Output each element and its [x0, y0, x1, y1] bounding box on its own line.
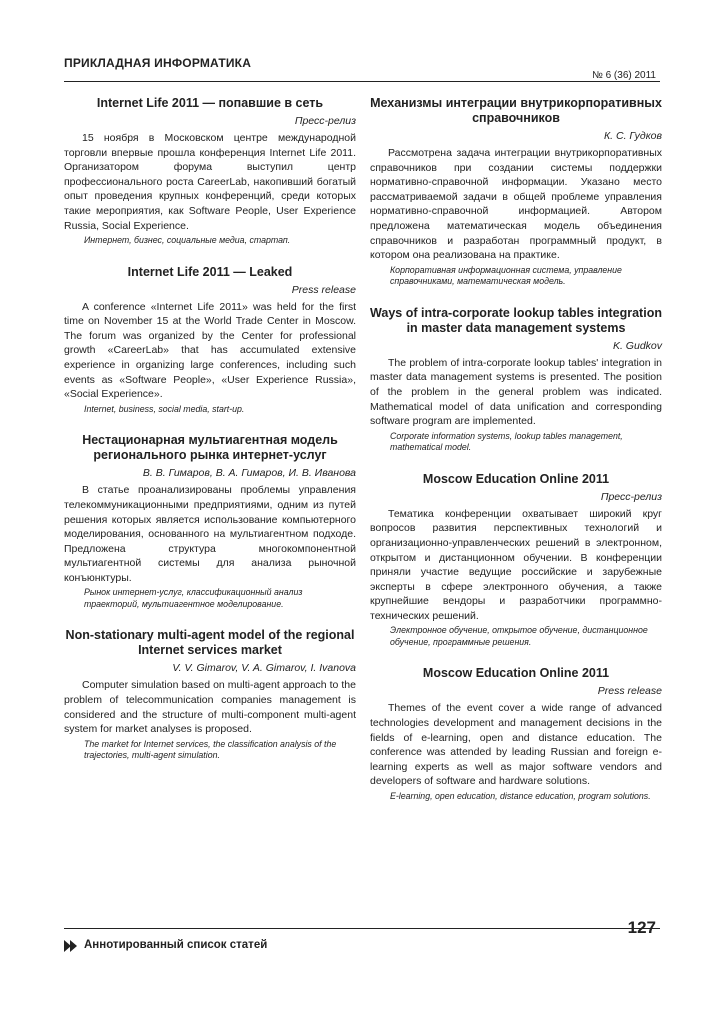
article-multiagent-ru — [64, 433, 356, 610]
article-keywords: Internet, business, social media, start-up. — [84, 403, 245, 414]
article-abstract: Themes of the event cover a wide range of advanced technologies development and management decisions in the fields of e-learning, open and distance education. The conference was attended by leading Russian and foreign e-learning experts as well as major software vendors and developers of software and hardware solutions. — [370, 702, 662, 788]
article-education-ru — [370, 472, 662, 649]
article-internet-life-ru — [64, 96, 356, 247]
article-keywords: E-learning, open education, distance education, program solutions. — [390, 791, 651, 802]
footer-rule — [64, 928, 660, 929]
article-title: Ways of intra-corporate lookup tables integration in master data management systems — [370, 305, 662, 335]
article-authors: V. V. Gimarov, V. A. Gimarov, I. Ivanova — [172, 662, 356, 675]
article-title: Нестационарная мультиагентная модель регионального рынка интернет-услуг — [82, 433, 338, 463]
article-lookup-en — [370, 306, 662, 454]
article-authors: В. В. Гимаров, В. А. Гимаров, И. В. Иванова — [142, 467, 356, 480]
article-keywords: Корпоративная информационная система, управление справочниками, математическая модель. — [390, 264, 622, 287]
page-number: 127 — [627, 918, 656, 937]
article-title: Internet Life 2011 — Leaked — [127, 264, 293, 279]
article-abstract: В статье проанализированы проблемы управления телекоммуникационными предприятиями, одним из путей решения которых является использование компьютерного моделирования, основанного на мультиагентном подходе. Предложена структура многокомпонентной мультиагентной системы для анализа рыночной конъюнктуры. — [64, 484, 356, 584]
issue-number: № 6 (36) 2011 — [592, 70, 656, 81]
header-rule — [64, 81, 660, 82]
page-header — [64, 56, 660, 82]
article-authors: К. С. Гудков — [603, 130, 662, 142]
article-title: Non-stationary multi-agent model of the regional Internet services market — [65, 628, 355, 658]
article-keywords: Электронное обучение, открытое обучение, дистанционное обучение, программные решения. — [390, 625, 648, 647]
article-abstract: Рассмотрена задача интеграции внутрикорпоративных справочников при создании системы поддержки нормативно-справочной информации. Указано место рассматриваемой задачи в общей проблеме управления нормативно-справочной информацией. Автором предложена математическая модель объединения справочников и разработан программный продукт, в котором она реализована на практике. — [370, 147, 662, 262]
journal-title: ПРИКЛАДНАЯ ИНФОРМАТИКА — [64, 56, 252, 70]
article-title: Internet Life 2011 — попавшие в сеть — [96, 96, 324, 110]
article-authors: Press release — [597, 685, 662, 698]
article-abstract: Computer simulation based on multi-agent approach to the problem of telecommunication companies management is considered and the structure of multi-component multi-agent system for market analyses is proposed. — [64, 679, 356, 736]
article-abstract: The problem of intra-corporate lookup tables' integration in master data management systems is presented. The position of the problem in the general problem was indicated. Mathematical model of data unification and corresponding software program are implemented. — [370, 356, 662, 428]
article-abstract: A conference «Internet Life 2011» was held for the first time on November 15 at the World Trade Center in Moscow. The forum was organized by the Center for professional growth «CareerLab» that has accumulated extensive experience in organizing large conferences, including such events as «Software People», «User Experience Russia», «Social Experience». — [64, 300, 356, 401]
article-lookup-ru — [370, 96, 662, 288]
article-authors: K. Gudkov — [612, 339, 662, 352]
double-arrow-icon — [64, 940, 78, 952]
article-title: Moscow Education Online 2011 — [422, 471, 610, 486]
article-title: Механизмы интеграции внутрикорпоративных справочников — [370, 96, 662, 125]
article-multiagent-en — [64, 628, 356, 761]
article-keywords: Corporate information systems, lookup tables management, mathematical model. — [390, 430, 623, 453]
article-authors: Пресс-релиз — [294, 115, 356, 127]
article-education-en — [370, 666, 662, 802]
article-authors: Пресс-релиз — [600, 490, 662, 503]
article-internet-life-en — [64, 265, 356, 416]
article-keywords: Интернет, бизнес, социальные медиа, стартап. — [84, 235, 291, 246]
article-keywords: The market for Internet services, the classification analysis of the trajectories, multi-agent simulation. — [84, 738, 337, 761]
article-abstract: 15 ноября в Московском центре международной торговли впервые прошла конференция Internet Life 2011. Организатором форума выступил центр профессионального роста CareerLab, накопивший богатый опыт проведения крупных конференций, среди которых такие мероприятия, как Software People, User Experience Russia, Social Experience. — [64, 132, 356, 232]
article-authors: Press release — [291, 283, 356, 296]
article-keywords: Рынок интернет-услуг, классификационный анализ траекторий, мультиагентное моделирование. — [84, 587, 303, 609]
right-column — [370, 96, 662, 821]
article-abstract: Тематика конференции охватывает широкий круг вопросов развития перспективных технологий и организационно-управленческих решений в электронном, открытом и дистанционном обучении. В конференции приняли участие ведущие российские и зарубежные эксперты в сфере электронного обучения, а также крупнейшие вендоры и разработчики программно-технических решений. — [370, 507, 662, 622]
page-footer — [64, 918, 660, 958]
left-column — [64, 96, 356, 780]
article-title: Moscow Education Online 2011 — [422, 666, 610, 681]
footer-section-label: Аннотированный список статей — [84, 939, 268, 951]
